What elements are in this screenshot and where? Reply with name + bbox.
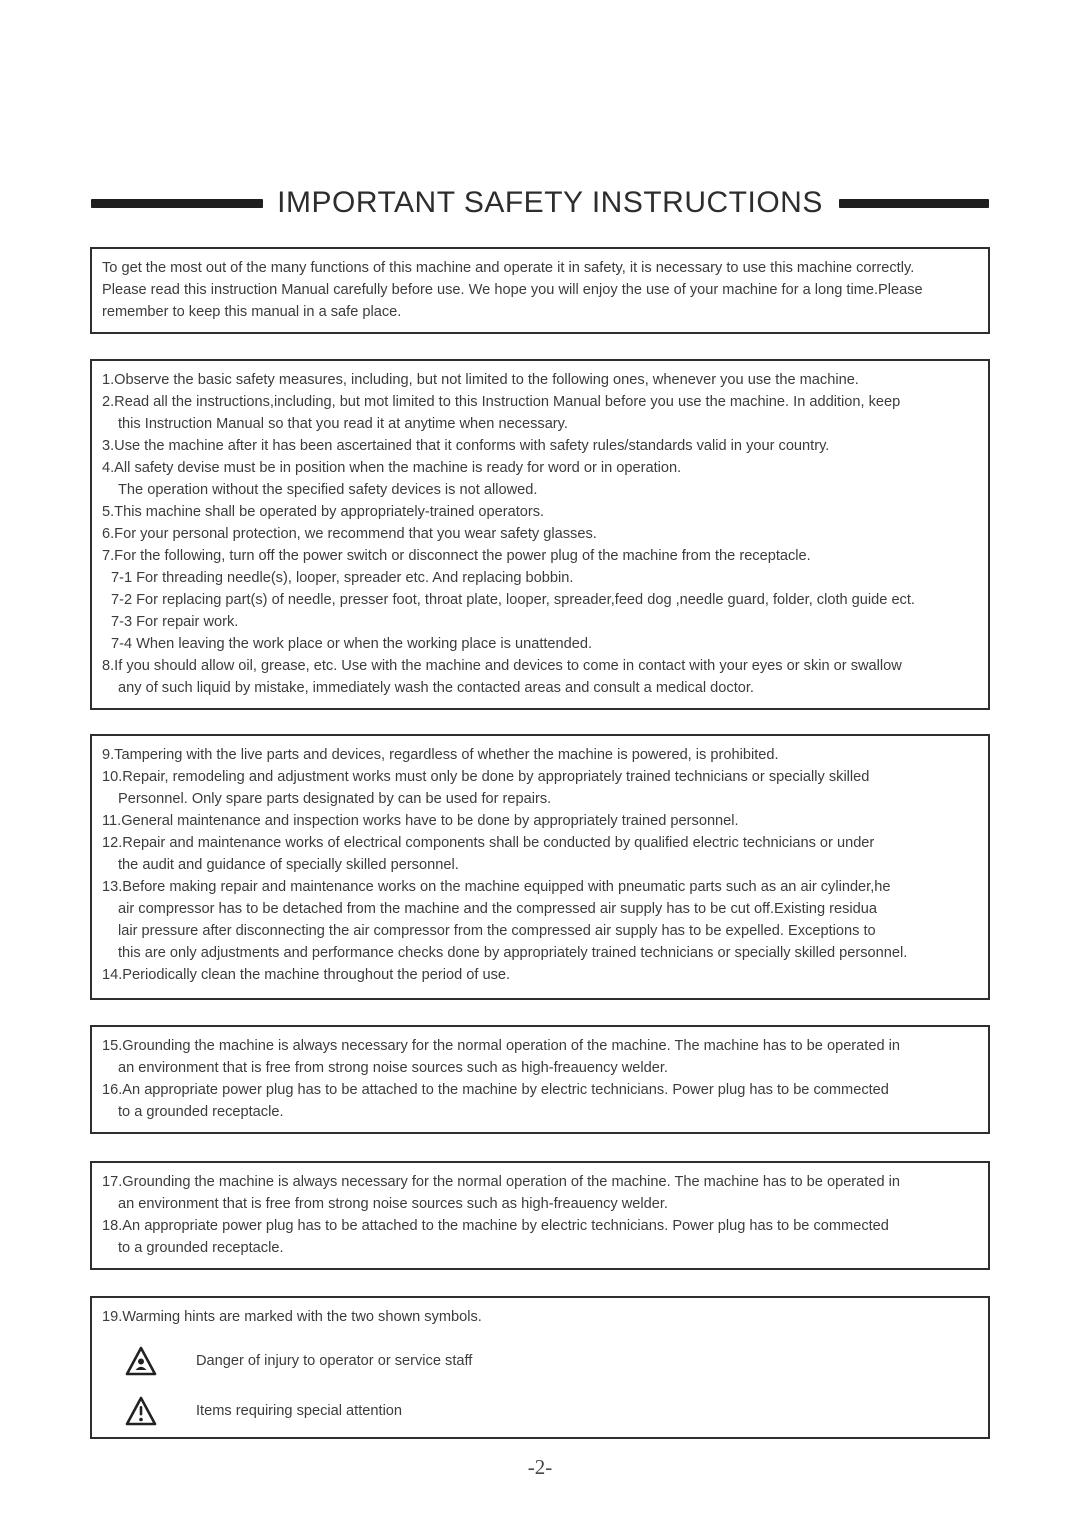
text-line: 18.An appropriate power plug has to be attached to the machine by electric technicians. Power plug has to be commected <box>102 1218 889 1234</box>
text-line: 1.Observe the basic safety measures, including, but not limited to the following ones, whenever you use the machine. <box>102 372 859 388</box>
text-line: 12.Repair and maintenance works of electrical components shall be conducted by qualified electric technicians or under <box>102 835 875 851</box>
intro-box <box>90 247 990 334</box>
text-line: an environment that is free from strong noise sources such as high-freauency welder. <box>118 1060 668 1076</box>
title-rule-right <box>839 199 989 208</box>
attention-symbol-row <box>124 1394 980 1428</box>
warning-symbols-box <box>90 1296 990 1439</box>
text-line: 5.This machine shall be operated by appropriately-trained operators. <box>102 504 545 520</box>
text-line: 3.Use the machine after it has been ascertained that it conforms with safety rules/standards valid in your country. <box>102 438 830 454</box>
text-line: 14.Periodically clean the machine throughout the period of use. <box>102 967 511 983</box>
text-line: this are only adjustments and performance checks done by appropriately trained technicians or specially skilled personnel. <box>118 945 908 961</box>
warning-heading: 19.Warming hints are marked with the two shown symbols. <box>102 1309 482 1325</box>
text-line: the audit and guidance of specially skilled personnel. <box>118 857 459 873</box>
safety-rules-box-1 <box>90 359 990 710</box>
text-line: 7-2 For replacing part(s) of needle, presser foot, throat plate, looper, spreader,feed dog ,needle guard, folder, cloth guide ect. <box>111 592 915 608</box>
text-line: 7-1 For threading needle(s), looper, spreader etc. And replacing bobbin. <box>111 570 574 586</box>
text-line: 8.If you should allow oil, grease, etc. Use with the machine and devices to come in contact with your eyes or skin or swallow <box>102 658 902 674</box>
text-line: lair pressure after disconnecting the air compressor from the compressed air supply has to be expelled. Exceptions to <box>118 923 876 939</box>
text-line: 11.General maintenance and inspection works have to be done by appropriately trained personnel. <box>102 813 739 829</box>
text-line: any of such liquid by mistake, immediately wash the contacted areas and consult a medical doctor. <box>118 680 754 696</box>
page-title: IMPORTANT SAFETY INSTRUCTIONS <box>277 186 823 219</box>
attention-triangle-icon <box>124 1395 158 1427</box>
text-line: 10.Repair, remodeling and adjustment works must only be done by appropriately trained technicians or specially skilled <box>102 769 870 785</box>
grounding-box-1 <box>90 1025 990 1134</box>
text-line: 15.Grounding the machine is always necessary for the normal operation of the machine. The machine has to be operated in <box>102 1038 900 1054</box>
text-line: remember to keep this manual in a safe place. <box>102 304 402 320</box>
text-line: 13.Before making repair and maintenance works on the machine equipped with pneumatic parts such as an air cylinder,he <box>102 879 891 895</box>
text-line: To get the most out of the many functions of this machine and operate it in safety, it is necessary to use this machine correctly. <box>102 260 915 276</box>
text-line: to a grounded receptacle. <box>118 1240 284 1256</box>
text-line: 7-4 When leaving the work place or when the working place is unattended. <box>111 636 593 652</box>
text-line: this Instruction Manual so that you read it at anytime when necessary. <box>118 416 568 432</box>
text-line: air compressor has to be detached from the machine and the compressed air supply has to be cut off.Existing residua <box>118 901 878 917</box>
text-line: 17.Grounding the machine is always necessary for the normal operation of the machine. The machine has to be operated in <box>102 1174 900 1190</box>
text-line: 7-3 For repair work. <box>111 614 239 630</box>
danger-symbol-row <box>124 1344 980 1378</box>
text-line: 9.Tampering with the live parts and devices, regardless of whether the machine is powered, is prohibited. <box>102 747 779 763</box>
text-line: 4.All safety devise must be in position when the machine is ready for word or in operation. <box>102 460 682 476</box>
page-number: -2- <box>527 1455 553 1479</box>
text-line: 16.An appropriate power plug has to be attached to the machine by electric technicians. Power plug has to be commected <box>102 1082 889 1098</box>
danger-symbol-label: Danger of injury to operator or service staff <box>196 1353 473 1369</box>
title-rule-left <box>91 199 263 208</box>
text-line: The operation without the specified safety devices is not allowed. <box>118 482 538 498</box>
safety-rules-box-2 <box>90 734 990 1000</box>
page-title-row <box>90 186 990 220</box>
text-line: 7.For the following, turn off the power switch or disconnect the power plug of the machine from the receptacle. <box>102 548 811 564</box>
text-line: Personnel. Only spare parts designated by can be used for repairs. <box>118 791 552 807</box>
text-line: an environment that is free from strong noise sources such as high-freauency welder. <box>118 1196 668 1212</box>
text-line: to a grounded receptacle. <box>118 1104 284 1120</box>
grounding-box-2 <box>90 1161 990 1270</box>
danger-triangle-icon <box>124 1345 158 1377</box>
text-line: 6.For your personal protection, we recommend that you wear safety glasses. <box>102 526 597 542</box>
page-content <box>90 186 990 1480</box>
text-line: Please read this instruction Manual carefully before use. We hope you will enjoy the use of your machine for a long time.Please <box>102 282 923 298</box>
attention-symbol-label: Items requiring special attention <box>196 1403 403 1419</box>
text-line: 2.Read all the instructions,including, but mot limited to this Instruction Manual before you use the machine. In addition, keep <box>102 394 901 410</box>
